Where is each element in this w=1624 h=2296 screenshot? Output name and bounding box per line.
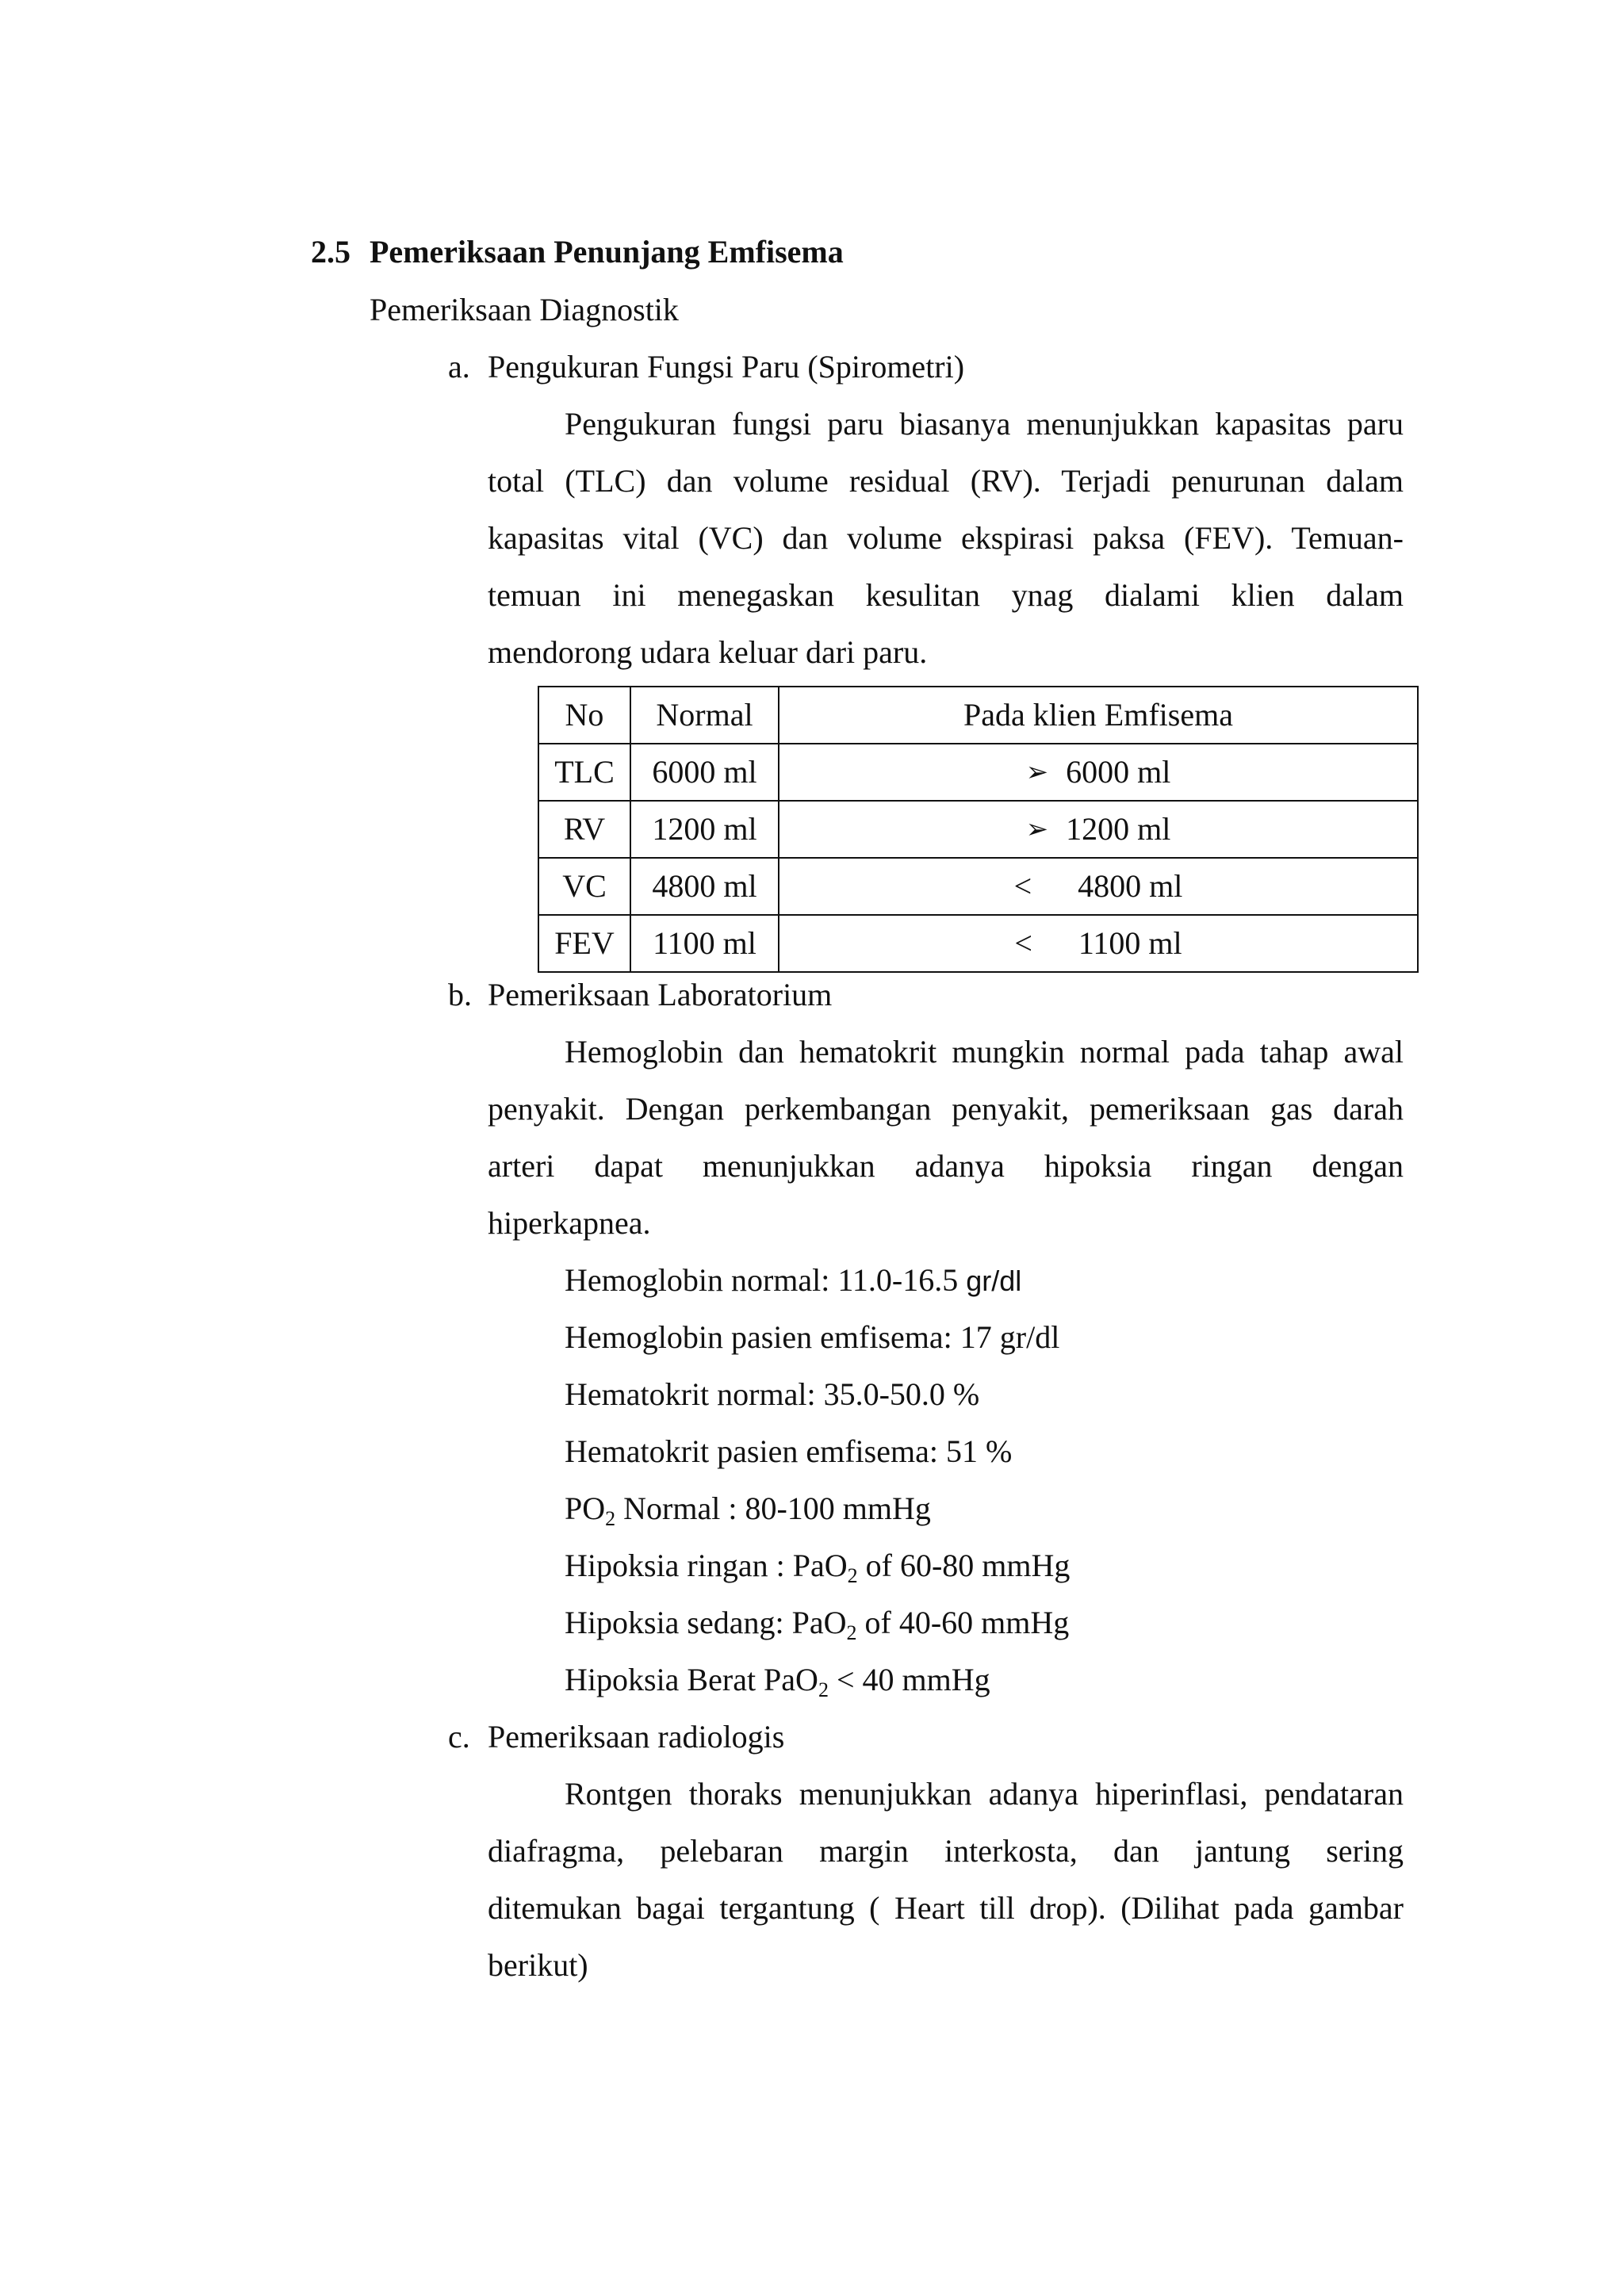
cell-value: 1100 ml <box>1078 925 1182 961</box>
hemoglobin-normal: Hemoglobin normal: 11.0-16.5 gr/dl <box>565 1262 1022 1298</box>
item-a-title: Pengukuran Fungsi Paru (Spirometri) <box>488 349 965 385</box>
less-than-symbol: < <box>1013 868 1032 904</box>
header-no: No <box>538 687 630 744</box>
cell-normal: 4800 ml <box>630 858 779 915</box>
item-c-title: Pemeriksaan radiologis <box>488 1719 785 1755</box>
section-title: Pemeriksaan Penunjang Emfisema <box>370 234 844 270</box>
less-than-symbol: < <box>1014 925 1032 961</box>
cell-no: RV <box>538 801 630 858</box>
paragraph-line: penyakit. Dengan perkembangan penyakit, pemeriksaan gas darah <box>488 1091 1404 1127</box>
hematokrit-normal: Hematokrit normal: 35.0-50.0 % <box>565 1376 980 1412</box>
cell-no: VC <box>538 858 630 915</box>
cell-value: 6000 ml <box>1066 754 1171 790</box>
table-header-row <box>538 687 1418 744</box>
section-subtitle: Pemeriksaan Diagnostik <box>370 292 679 327</box>
paragraph-line: hiperkapnea. <box>488 1205 651 1241</box>
hipoksia-ringan: Hipoksia ringan : PaO$_2$ of 60-80 mmHg <box>565 1548 1071 1587</box>
paragraph-line: ditemukan bagai tergantung ( Heart till drop). (Dilihat pada gambar <box>488 1890 1404 1926</box>
paragraph-line: Hemoglobin dan hematokrit mungkin normal pada tahap awal <box>565 1034 1404 1070</box>
arrow-right-icon: ➢ <box>1025 815 1049 844</box>
paragraph-line: total (TLC) dan volume residual (RV). Terjadi penurunan dalam <box>488 463 1404 499</box>
item-b-marker: b. <box>448 977 472 1012</box>
cell-normal: 1100 ml <box>630 915 779 972</box>
po2-normal: $PO_2$ Normal : 80-100 mmHg <box>565 1490 931 1530</box>
cell-patient <box>779 858 1418 915</box>
header-patient: Pada klien Emfisema <box>779 687 1418 744</box>
hematokrit-patient: Hematokrit pasien emfisema: 51 % <box>565 1433 1013 1469</box>
table-row <box>538 915 1418 972</box>
paragraph-line: Pengukuran fungsi paru biasanya menunjukkan kapasitas paru <box>565 406 1404 442</box>
paragraph-line: kapasitas vital (VC) dan volume ekspirasi paksa (FEV). Temuan- <box>488 520 1404 556</box>
cell-normal: 6000 ml <box>630 744 779 801</box>
paragraph-line: diafragma, pelebaran margin interkosta, dan jantung sering <box>488 1833 1404 1869</box>
section-number: 2.5 <box>311 234 350 270</box>
table-row <box>538 744 1418 801</box>
cell-no: TLC <box>538 744 630 801</box>
cell-value: 4800 ml <box>1078 868 1183 904</box>
hipoksia-berat: Hipoksia Berat PaO$_2$ < 40 mmHg <box>565 1662 990 1701</box>
cell-normal: 1200 ml <box>630 801 779 858</box>
table-row <box>538 801 1418 858</box>
paragraph-line: Rontgen thoraks menunjukkan adanya hiperinflasi, pendataran <box>565 1776 1404 1812</box>
cell-patient <box>779 801 1418 858</box>
hemoglobin-patient: Hemoglobin pasien emfisema: 17 gr/dl <box>565 1319 1060 1355</box>
item-c-marker: c. <box>448 1719 470 1755</box>
paragraph-line: arteri dapat menunjukkan adanya hipoksia ringan dengan <box>488 1148 1404 1184</box>
item-b-title: Pemeriksaan Laboratorium <box>488 977 833 1012</box>
paragraph-line: mendorong udara keluar dari paru. <box>488 634 928 670</box>
hemoglobin-unit: gr/dl <box>966 1265 1022 1297</box>
arrow-right-icon: ➢ <box>1025 758 1049 787</box>
spirometry-table <box>538 686 1419 973</box>
cell-no: FEV <box>538 915 630 972</box>
paragraph-line: temuan ini menegaskan kesulitan ynag dialami klien dalam <box>488 577 1404 613</box>
header-normal: Normal <box>630 687 779 744</box>
table-row <box>538 858 1418 915</box>
hipoksia-sedang: Hipoksia sedang: PaO$_2$ of 40-60 mmHg <box>565 1605 1070 1644</box>
cell-patient <box>779 744 1418 801</box>
cell-value: 1200 ml <box>1066 811 1171 847</box>
paragraph-line: berikut) <box>488 1947 588 1983</box>
cell-patient <box>779 915 1418 972</box>
item-a-marker: a. <box>448 349 470 385</box>
